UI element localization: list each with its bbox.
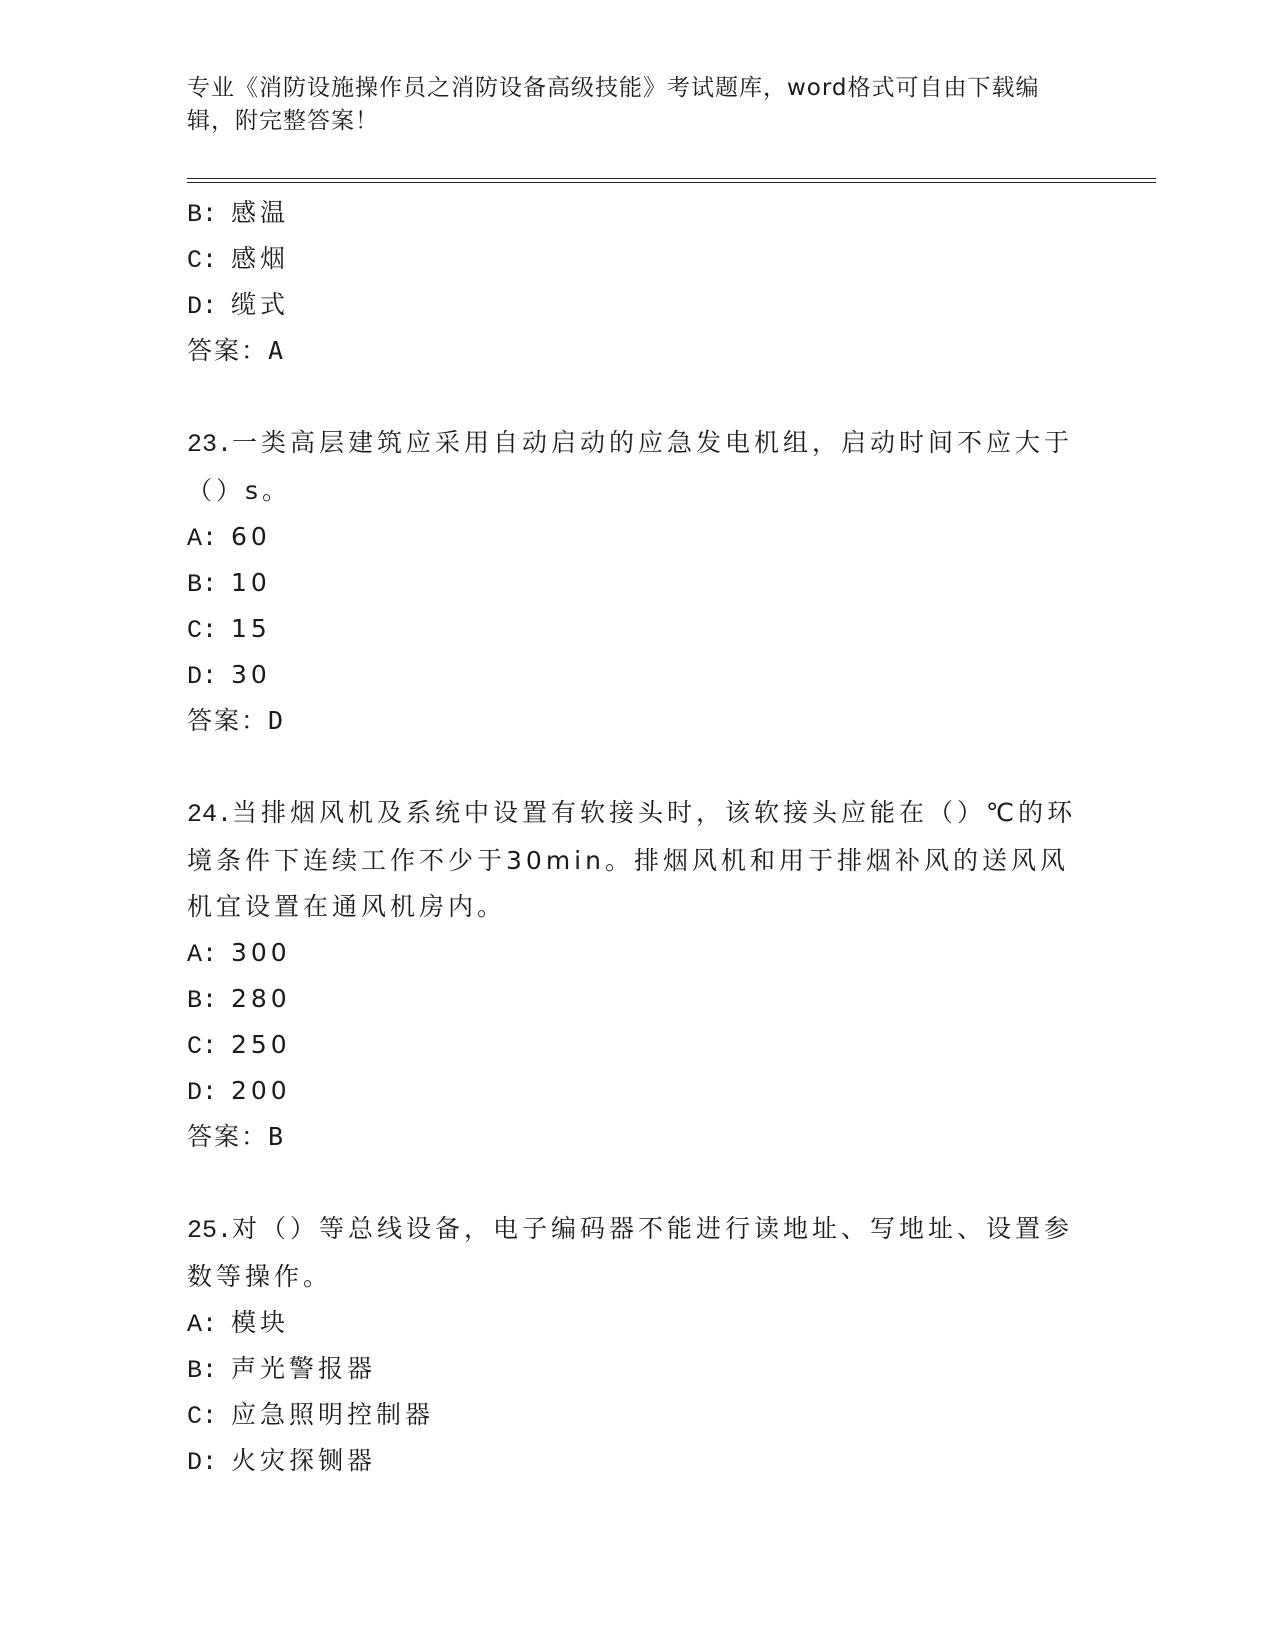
option-d <box>187 1438 1087 1484</box>
option-text: 缆式 <box>231 290 290 319</box>
option-letter: D: <box>187 1448 218 1477</box>
option-a <box>187 1300 1087 1346</box>
answer-label: 答案： <box>187 336 269 365</box>
answer-value: A <box>268 336 286 365</box>
option-d <box>187 652 1087 698</box>
page-header: 专业《消防设施操作员之消防设备高级技能》考试题库，word格式可自由下载编辑，附完整答案！ <box>187 75 1040 134</box>
option-text: 15 <box>231 614 271 643</box>
question-text <box>187 420 1087 514</box>
answer-line <box>187 1114 1087 1160</box>
option-text: 感温 <box>231 198 290 227</box>
header-rule <box>187 178 1156 183</box>
option-a <box>187 514 1087 560</box>
option-letter: B: <box>187 570 218 599</box>
option-text: 300 <box>231 938 291 967</box>
question-23 <box>187 420 1087 744</box>
option-b <box>187 190 1087 236</box>
option-c <box>187 1022 1087 1068</box>
question-body: 对（）等总线设备，电子编码器不能进行读地址、写地址、设置参数等操作。 <box>187 1214 1074 1291</box>
option-b <box>187 976 1087 1022</box>
option-letter: D: <box>187 292 218 321</box>
option-b <box>187 1346 1087 1392</box>
option-text: 280 <box>231 984 291 1013</box>
answer-value: B <box>268 1122 286 1151</box>
option-text: 模块 <box>231 1308 290 1337</box>
question-body: 当排烟风机及系统中设置有软接头时，该软接头应能在（）℃的环境条件下连续工作不少于30min。排烟风机和用于排烟补风的送风风机宜设置在通风机房内。 <box>187 798 1077 921</box>
option-text: 10 <box>231 568 271 597</box>
option-text: 声光警报器 <box>231 1354 377 1383</box>
option-text: 30 <box>231 660 271 689</box>
option-text: 火灾探铡器 <box>231 1446 377 1475</box>
answer-line <box>187 698 1087 744</box>
option-letter: A: <box>187 1310 218 1339</box>
option-text: 60 <box>231 522 271 551</box>
question-25 <box>187 1206 1087 1484</box>
option-d <box>187 1068 1087 1114</box>
option-text: 感烟 <box>231 244 290 273</box>
option-c <box>187 606 1087 652</box>
document-body <box>187 190 1087 1484</box>
option-letter: D: <box>187 662 218 691</box>
question-text <box>187 790 1087 930</box>
option-c <box>187 236 1087 282</box>
option-text: 250 <box>231 1030 291 1059</box>
option-c <box>187 1392 1087 1438</box>
option-text: 应急照明控制器 <box>231 1400 435 1429</box>
question-body: 一类高层建筑应采用自动启动的应急发电机组，启动时间不应大于（）s。 <box>187 428 1074 505</box>
option-letter: C: <box>187 1032 218 1061</box>
question-number: 25. <box>187 1216 233 1245</box>
option-letter: A: <box>187 524 218 553</box>
answer-value: D <box>268 706 286 735</box>
option-letter: D: <box>187 1078 218 1107</box>
option-letter: A: <box>187 940 218 969</box>
answer-label: 答案： <box>187 1122 269 1151</box>
question-number: 24. <box>187 800 233 829</box>
question-24 <box>187 790 1087 1160</box>
question-partial <box>187 190 1087 374</box>
option-text: 200 <box>231 1076 291 1105</box>
question-number: 23. <box>187 430 233 459</box>
option-letter: B: <box>187 986 218 1015</box>
option-letter: C: <box>187 246 218 275</box>
answer-line <box>187 328 1087 374</box>
option-d <box>187 282 1087 328</box>
option-b <box>187 560 1087 606</box>
option-letter: C: <box>187 1402 218 1431</box>
option-a <box>187 930 1087 976</box>
answer-label: 答案： <box>187 706 269 735</box>
option-letter: B: <box>187 200 218 229</box>
question-text <box>187 1206 1087 1300</box>
option-letter: B: <box>187 1356 218 1385</box>
option-letter: C: <box>187 616 218 645</box>
